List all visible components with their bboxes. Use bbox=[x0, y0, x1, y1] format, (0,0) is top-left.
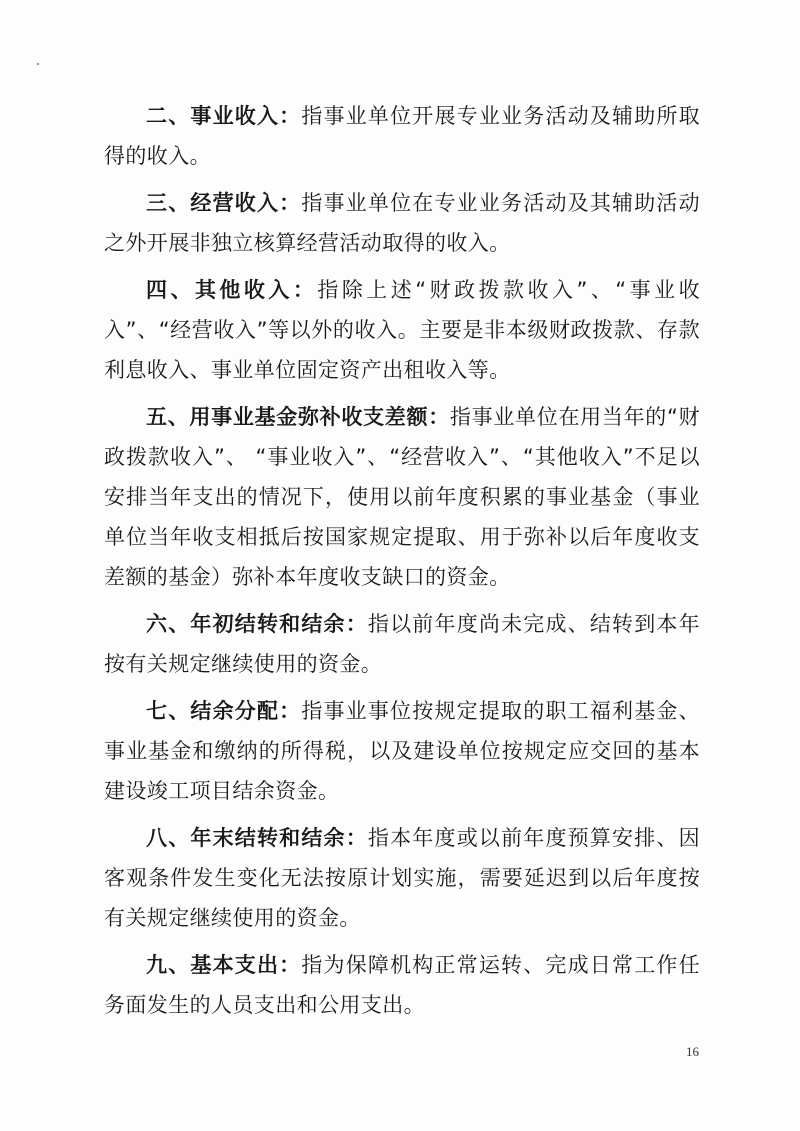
definition-text: 指事业单位在用当年的“财政拨款收入”、 “事业收入”、“经营收入”、“其他收入”不足以安排当年支出的情况下，使用以前年度积累的事业基金（事业单位当年收支相抵后按国家规定提取、用于弥补以后年度收支差额的基金）弥补本年度收支缺口的资金。 bbox=[104, 405, 700, 589]
definition-paragraph-6 bbox=[104, 604, 700, 684]
definition-text: 指为保障机构正常运转、完成日常工作任务面发生的人员支出和公用支出。 bbox=[104, 953, 700, 1017]
term-heading: 五、用事业基金弥补收支差额： bbox=[146, 405, 450, 429]
definition-paragraph-2 bbox=[104, 96, 700, 176]
term-heading: 七、结余分配： bbox=[146, 699, 302, 723]
term-heading: 八、年末结转和结余： bbox=[146, 826, 368, 850]
definition-text: 指以前年度尚未完成、结转到本年按有关规定继续使用的资金。 bbox=[104, 612, 701, 676]
term-heading: 六、年初结转和结余： bbox=[146, 612, 368, 636]
term-heading: 四、其他收入： bbox=[146, 278, 318, 302]
definition-text: 指事业单位在专业业务活动及其辅助活动之外开展非独立核算经营活动取得的收入。 bbox=[104, 191, 700, 255]
definition-paragraph-9 bbox=[104, 945, 700, 1025]
definition-paragraph-5 bbox=[104, 397, 700, 597]
term-heading: 九、基本支出： bbox=[146, 953, 302, 977]
definition-text: 指事业事位按规定提取的职工福利基金、事业基金和缴纳的所得税，以及建设单位按规定应交回的基本建设竣工项目结余资金。 bbox=[104, 699, 700, 803]
definition-text: 指事业单位开展专业业务活动及辅助所取得的收入。 bbox=[104, 104, 700, 168]
definition-paragraph-8 bbox=[104, 818, 700, 938]
term-heading: 二、事业收入： bbox=[146, 104, 302, 128]
definition-paragraph-4 bbox=[104, 270, 700, 390]
definition-text: 指除上述“财政拨款收入”、“事业收入”、“经营收入”等以外的收入。主要是非本级财政拨款、存款利息收入、事业单位固定资产出租收入等。 bbox=[104, 278, 700, 382]
definition-paragraph-3 bbox=[104, 183, 700, 263]
page-number: 16 bbox=[686, 1044, 699, 1059]
scan-speck bbox=[37, 63, 39, 65]
definition-text: 指本年度或以前年度预算安排、因客观条件发生变化无法按原计划实施，需要延迟到以后年度按有关规定继续使用的资金。 bbox=[104, 826, 701, 930]
definition-paragraph-7 bbox=[104, 691, 700, 811]
document-body bbox=[104, 96, 700, 1032]
term-heading: 三、经营收入： bbox=[146, 191, 302, 215]
